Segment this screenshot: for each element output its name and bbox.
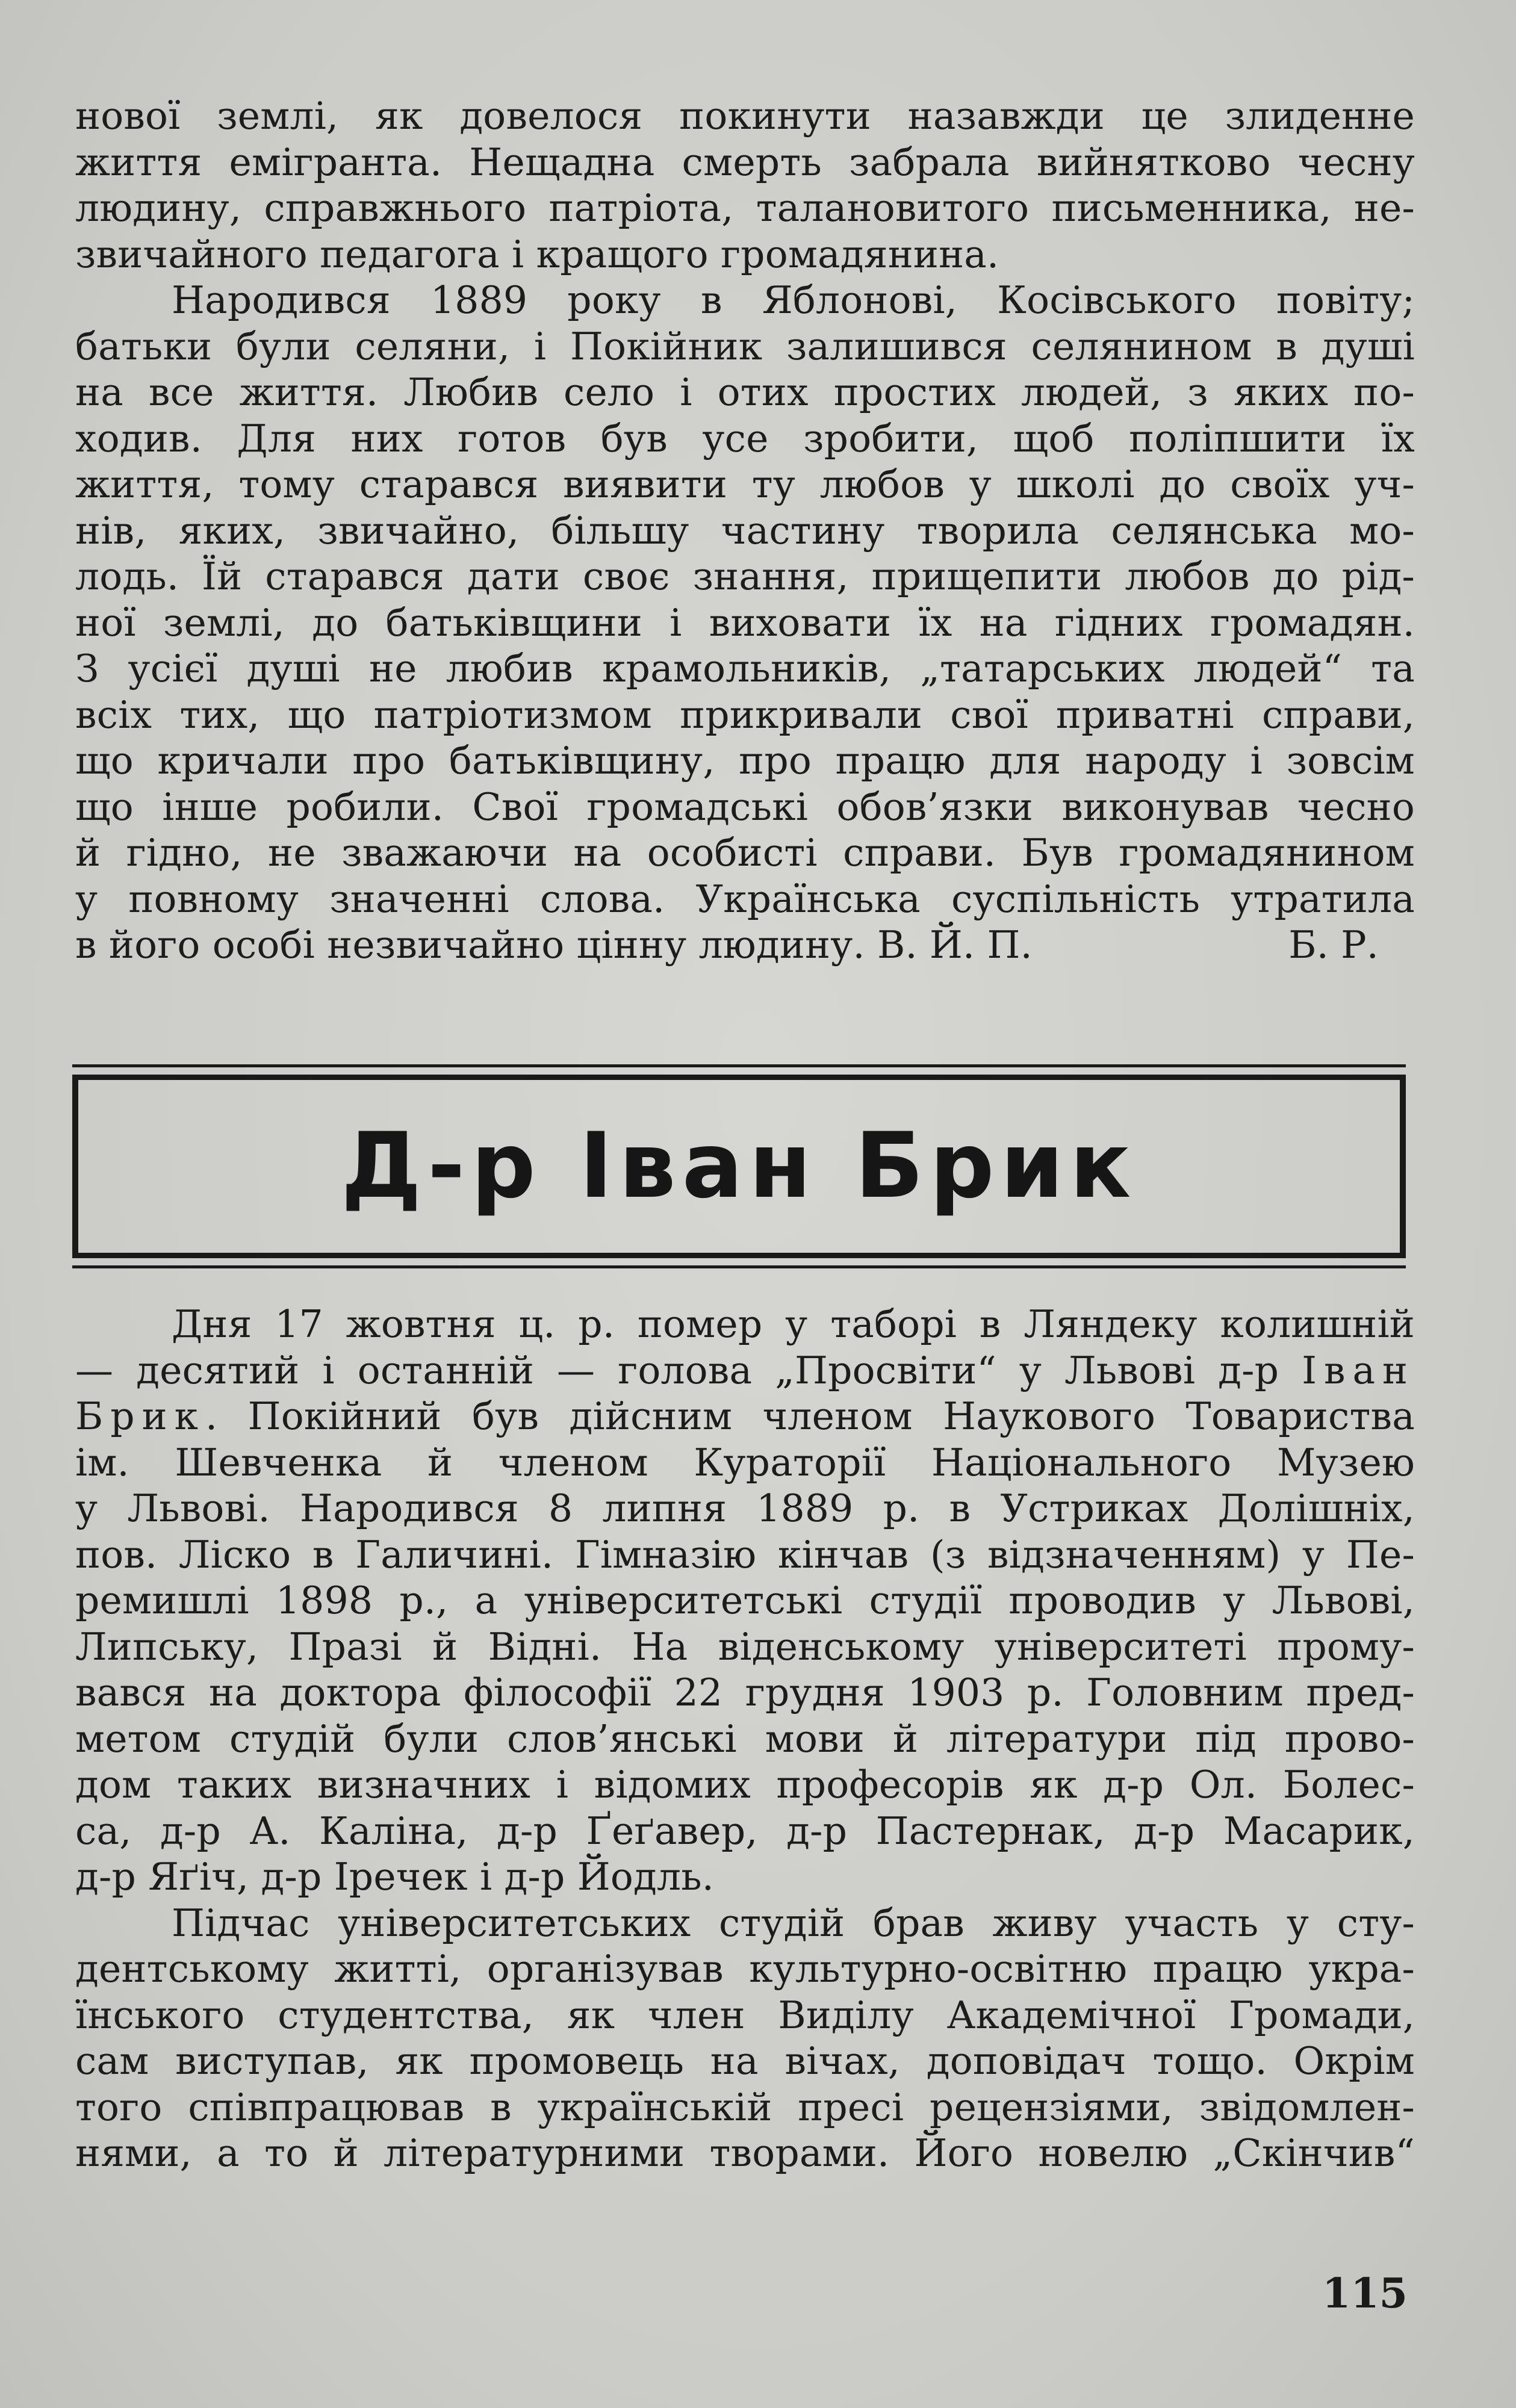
text-line: д-р Яґіч, д-р Іречек і д-р Йодль. [75,1855,714,1899]
text-line: нової землі, як довелося покинути назавжди це злиденне [75,94,1415,138]
text-line: ремишлі 1898 р., а університетські студії проводив у Львові, [75,1578,1415,1622]
obituary-continuation [75,93,1415,969]
text-line: лодь. Їй старався дати своє знання, прищепити любов до рід- [75,554,1415,598]
text-line: ходив. Для них готов був усе зробити, щоб поліпшити їх [75,416,1415,461]
text-line: ім. Шевченка й членом Кураторії Національного Музею [75,1440,1415,1485]
article-body [75,1302,1415,2177]
page-number: 115 [1322,2270,1408,2318]
text-line: того співпрацював в українській пресі рецензіями, звідомлен- [75,2085,1415,2129]
text-line: сам виступав, як промовець на вічах, доповідач тощо. Окрім [75,2039,1415,2083]
text-line: їнського студентства, як член Виділу Академічної Громади, [75,1993,1415,2037]
text-line: у Львові. Народився 8 липня 1889 р. в Устриках Долішніх, [75,1486,1415,1530]
text-line: на все життя. Любив село і отих простих людей, з яких по- [75,370,1415,414]
text-line: нів, яких, звичайно, більшу частину творила селянська мо- [75,508,1415,553]
text-line: в його особі незвичайно цінну людину. В. Й. П. [75,923,1033,967]
emphasized-name: Брик [75,1394,205,1438]
author-signature: Б. Р. [1288,923,1379,967]
text-line: са, д-р А. Каліна, д-р Ґеґавер, д-р Пастернак, д-р Масарик, [75,1808,1415,1853]
text-line: З усієї душі не любив крамольників, „татарських людей“ та [75,647,1415,690]
article-title: Д-р Іван Брик [341,1114,1137,1218]
text-line: батьки були селяни, і Покійник залишився селянином в душі [75,324,1415,368]
text-line: життя, тому старався виявити ту любов у школі до своїх уч- [75,462,1415,506]
text-line: що кричали про батьківщину, про працю для народу і зовсім [75,739,1415,783]
emphasized-name: Іван [1302,1348,1415,1392]
text-line: пов. Ліско в Галичині. Гімназію кінчав (з відзначенням) у Пе- [75,1532,1415,1577]
text-line: життя емігранта. Нещадна смерть забрала вийнятково чесну [75,140,1415,184]
text-line: дом таких визначних і відомих професорів як д-р Ол. Болес- [75,1763,1415,1807]
text-line: й гідно, не зважаючи на особисті справи. Був громадянином [75,831,1415,875]
text-line: нями, а то й літературними творами. Його новелю „Скінчив“ [75,2131,1415,2175]
text-line: що інше робили. Свої громадські обов’язки виконував чесно [75,784,1415,829]
text-line: людину, справжнього патріота, талановитого письменника, не- [75,186,1415,230]
text-line: всіх тих, що патріотизмом прикривали свої приватні справи, [75,692,1415,737]
text-line: звичайного педагога і кращого громадянина. [75,232,999,276]
text-line: Народився 1889 року в Яблонові, Косівського повіту; [172,278,1415,322]
text-line: у повному значенні слова. Українська суспільність утратила [75,877,1415,921]
text-line: вався на доктора філософії 22 грудня 1903 р. Головним пред- [75,1671,1415,1714]
article-title-frame [72,1075,1406,1258]
text-line: — десятий і останній — голова „Просвіти“ у Львові д-р Іван [75,1348,1415,1392]
text-line: Дня 17 жовтня ц. р. помер у таборі в Ляндеку колишній [172,1302,1415,1346]
text-line: метом студій були слов’янські мови й літератури під прово- [75,1716,1415,1761]
text-line: Брик. Покійний був дійсним членом Наукового Товариства [75,1394,1415,1438]
text-line: Підчас університетських студій брав живу участь у сту- [172,1901,1415,1945]
text-line: дентському житті, організував культурно-освітню працю укра- [75,1947,1415,1991]
text-line: ної землі, до батьківщини і виховати їх на гідних громадян. [75,600,1415,645]
text-line-with-signature [75,922,1415,969]
text-line: Липську, Празі й Відні. На віденському університеті прому- [75,1624,1415,1669]
